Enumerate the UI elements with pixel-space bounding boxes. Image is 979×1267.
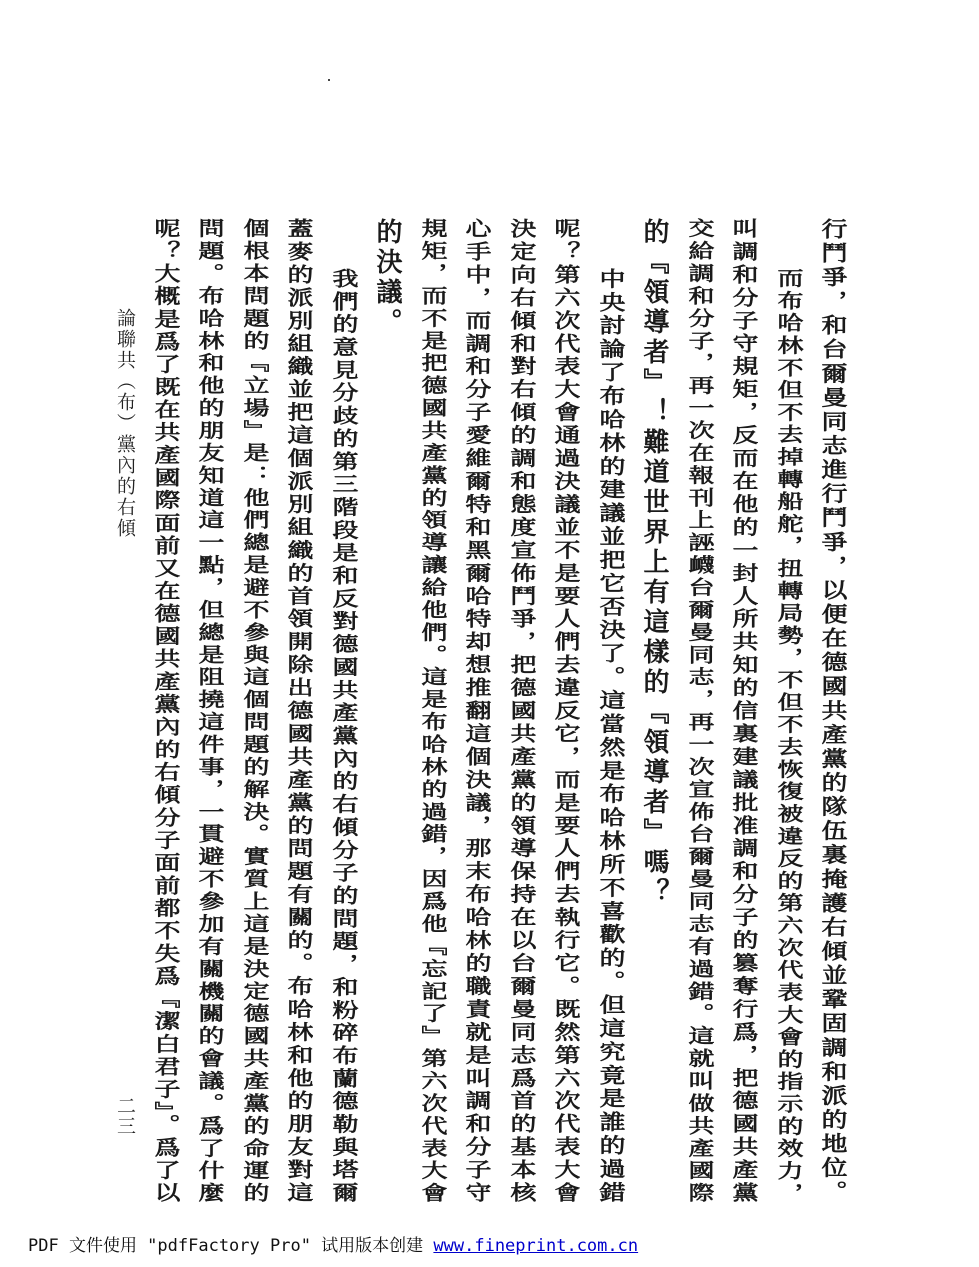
running-header: 論聯共（布）黨內的右傾 <box>114 308 136 539</box>
text-column: 的決議。 <box>372 218 402 338</box>
footer-link[interactable]: www.fineprint.com.cn <box>433 1236 639 1256</box>
text-column: 心手中，而調和分子愛維爾特和黑爾哈特却想推翻這個決議，那末布哈林的職責就是叫調和分子守 <box>461 218 491 1205</box>
text-column: 我們的意見分歧的第三階段是和反對德國共產黨內的右傾分子的問題，和粉碎布蘭德勒與塔爾 <box>328 268 358 1206</box>
text-column: 叫調和分子守規矩，反而在他的一封人所共知的信裏建議批准調和分子的篡奪行爲，把德國共產黨 <box>728 218 758 1205</box>
text-column: 呢？大概是爲了既在共產國際面前又在德國共產黨內的右傾分子面前都不失爲『潔白君子』。爲了以 <box>150 218 180 1206</box>
scan-speck <box>328 79 330 81</box>
text-column: 交給調和分子，再一次在報刊上誣衊台爾曼同志，再一次宣佈台爾曼同志有過錯。這就叫做共產國際 <box>684 218 714 1205</box>
footer-text: PDF 文件使用 "pdfFactory Pro" 试用版本创建 <box>28 1236 434 1256</box>
text-column: 個根本問題的『立場』是：他們總是避不參與這個問題的解決。實質上這是決定德國共產黨的命運的 <box>239 218 269 1205</box>
text-column: 規矩，而不是把德國共產黨的領導讓給他們。這是布哈林的過錯，因爲他『忘記了』第六次代表大會 <box>417 218 447 1205</box>
page-number: 二三 <box>114 1096 136 1136</box>
text-column: 而布哈林不但不去掉轉船舵，扭轉局勢，不但不去恢復被違反的第六次代表大會的指示的效力， <box>773 268 803 1206</box>
text-column: 行鬥爭，和台爾曼同志進行鬥爭，以便在德國共產黨的隊伍裏掩護右傾並鞏固調和派的地位。 <box>817 218 847 1205</box>
text-column: 的『領導者』！難道世界上有這樣的『領導者』嗎？ <box>639 218 669 908</box>
text-column: 呢？第六次代表大會通過決議並不是要人們去違反它，而是要人們去執行它。既然第六次代表大會 <box>550 218 580 1205</box>
text-column: 問題。布哈林和他的朋友知道這一點，但總是阻撓這件事，一貫避不參加有關機關的會議。爲了什麼 <box>194 218 224 1205</box>
text-column: 蓋麥的派別組織並把這個派別組織的首領開除出德國共產黨的問題有關的。布哈林和他的朋友對這 <box>283 218 313 1205</box>
text-column: 中央討論了布哈林的建議並把它否決了。這當然是布哈林所不喜歡的。但這究竟是誰的過錯 <box>595 268 625 1205</box>
pdf-footer <box>28 1231 638 1256</box>
text-column: 決定向右傾和對右傾的調和態度宣佈鬥爭，把德國共產黨的領導保持在以台爾曼同志爲首的基本核 <box>506 218 536 1205</box>
